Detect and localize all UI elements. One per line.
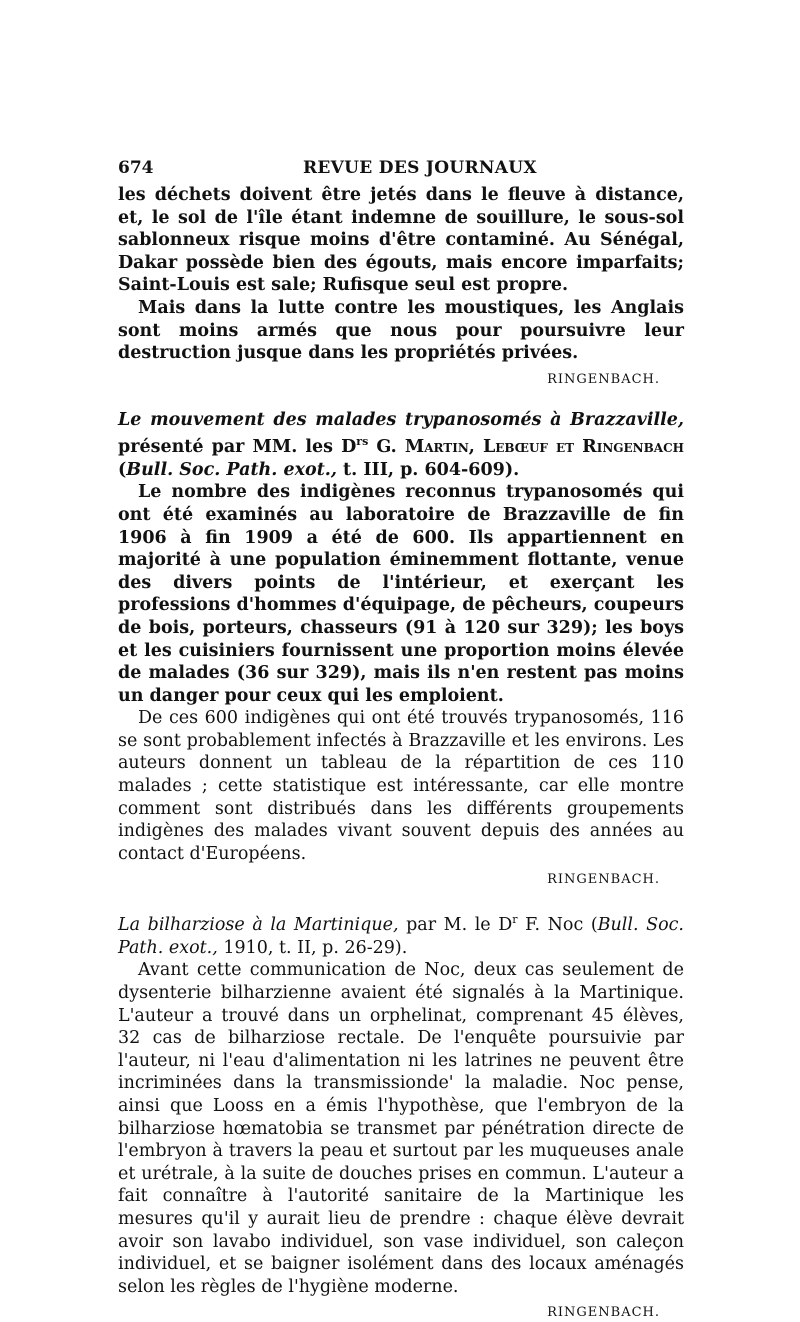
citation-ref: 1910, t. II, p. 26-29). bbox=[217, 937, 408, 958]
signature: RINGENBACH. bbox=[547, 371, 660, 387]
article-trypanosomes bbox=[118, 409, 684, 890]
article-heading bbox=[118, 409, 684, 482]
heading-intro: par M. le D bbox=[398, 915, 513, 936]
signature: RINGENBACH. bbox=[547, 1305, 660, 1321]
running-header bbox=[118, 150, 684, 184]
heading-intro: présenté par MM. les D bbox=[118, 437, 357, 458]
journal-name: Bull. Soc. Path. exot., bbox=[118, 915, 684, 958]
paragraph: De ces 600 indigènes qui ont été trouvés trypanosomés, 116 se sont probablement infectés à Brazzaville et les environs. Les auteurs donnent un tableau de la répartition de ces 110 malades ; cette statistique est intéressante, car elle montre comment sont distribués dans les différents groupements indigènes des malades vivant souvent depuis des années au contact d'Européens. bbox=[118, 708, 684, 864]
article-continuation bbox=[118, 184, 684, 389]
paragraph: Avant cette communication de Noc, deux cas seulement de dysenterie bilharzienne avaient été signalés à la Martinique. L'auteur a trouvé dans un orphelinat, comprenant 45 élèves, 32 cas de bilharziose rectale. De l'enquête poursuivie par l'auteur, ni l'eau d'alimentation ni les latrines ne peuvent être incriminées dans la transmissionde' la maladie. Noc pense, ainsi que Looss en a émis l'hypothèse, que l'embryon de la bilharziose hœmatobia se transmet par pénétration directe de l'embryon à travers la peau et surtout par les muqueuses anale et urétrale, à la suite de douches prises en commun. L'auteur a fait connaître à l'autorité sanitaire de la Martinique les mesures qu'il y aurait lieu de prendre : chaque élève devrait avoir son lavabo individuel, son vase individuel, son caleçon individuel, et se baigner isolément dans des locaux aménagés selon les règles de l'hygiène moderne. bbox=[118, 960, 684, 1297]
article-heading bbox=[118, 909, 684, 959]
heading-sup: rs bbox=[356, 435, 369, 449]
article-title: La bilharziose à la Martinique, bbox=[118, 915, 399, 936]
citation-ref: t. III, p. 604-609). bbox=[336, 459, 520, 480]
running-title: REVUE DES JOURNAUX bbox=[303, 158, 537, 178]
paragraph: les déchets doivent être jetés dans le fleuve à distance, et, le sol de l'île étant indemne de souillure, le sous-sol sablonneux risque moins d'être contaminé. Au Sénégal, Dakar possède bien des égouts, mais encore imparfaits; Saint-Louis est sale; Rufisque seul est propre. bbox=[118, 185, 684, 296]
journal-name: Bull. Soc. Path. exot., bbox=[126, 459, 337, 480]
heading-sup: r bbox=[512, 913, 518, 927]
signature: RINGENBACH. bbox=[547, 872, 660, 888]
citation-open: ( bbox=[118, 459, 127, 480]
article-title: Le mouvement des malades trypanosomés à Brazzaville, bbox=[118, 409, 684, 430]
article-authors: G. Martin, Lebœuf et Ringenbach bbox=[368, 437, 684, 458]
page bbox=[118, 150, 684, 1322]
article-bilharziose bbox=[118, 909, 684, 1322]
citation-open: ( bbox=[583, 915, 598, 936]
paragraph: Mais dans la lutte contre les moustiques, les Anglais sont moins armés que nous pour poursuivre leur destruction jusque dans les propriétés privées. bbox=[118, 297, 684, 364]
article-authors: F. Noc bbox=[517, 915, 584, 936]
page-number: 674 bbox=[118, 158, 154, 178]
paragraph: Le nombre des indigènes reconnus trypanosomés qui ont été examinés au laboratoire de Brazzaville de fin 1906 à fin 1909 a été de 600. Ils appartiennent en majorité à une population éminemment flottante, venue des divers points de l'intérieur, et exerçant les professions d'hommes d'équipage, de pêcheurs, coupeurs de bois, porteurs, chasseurs (91 à 120 sur 329); les boys et les cuisiniers fournissent une proportion moins élevée de malades (36 sur 329), mais ils n'en restent pas moins un danger pour ceux qui les emploient. bbox=[118, 482, 684, 706]
